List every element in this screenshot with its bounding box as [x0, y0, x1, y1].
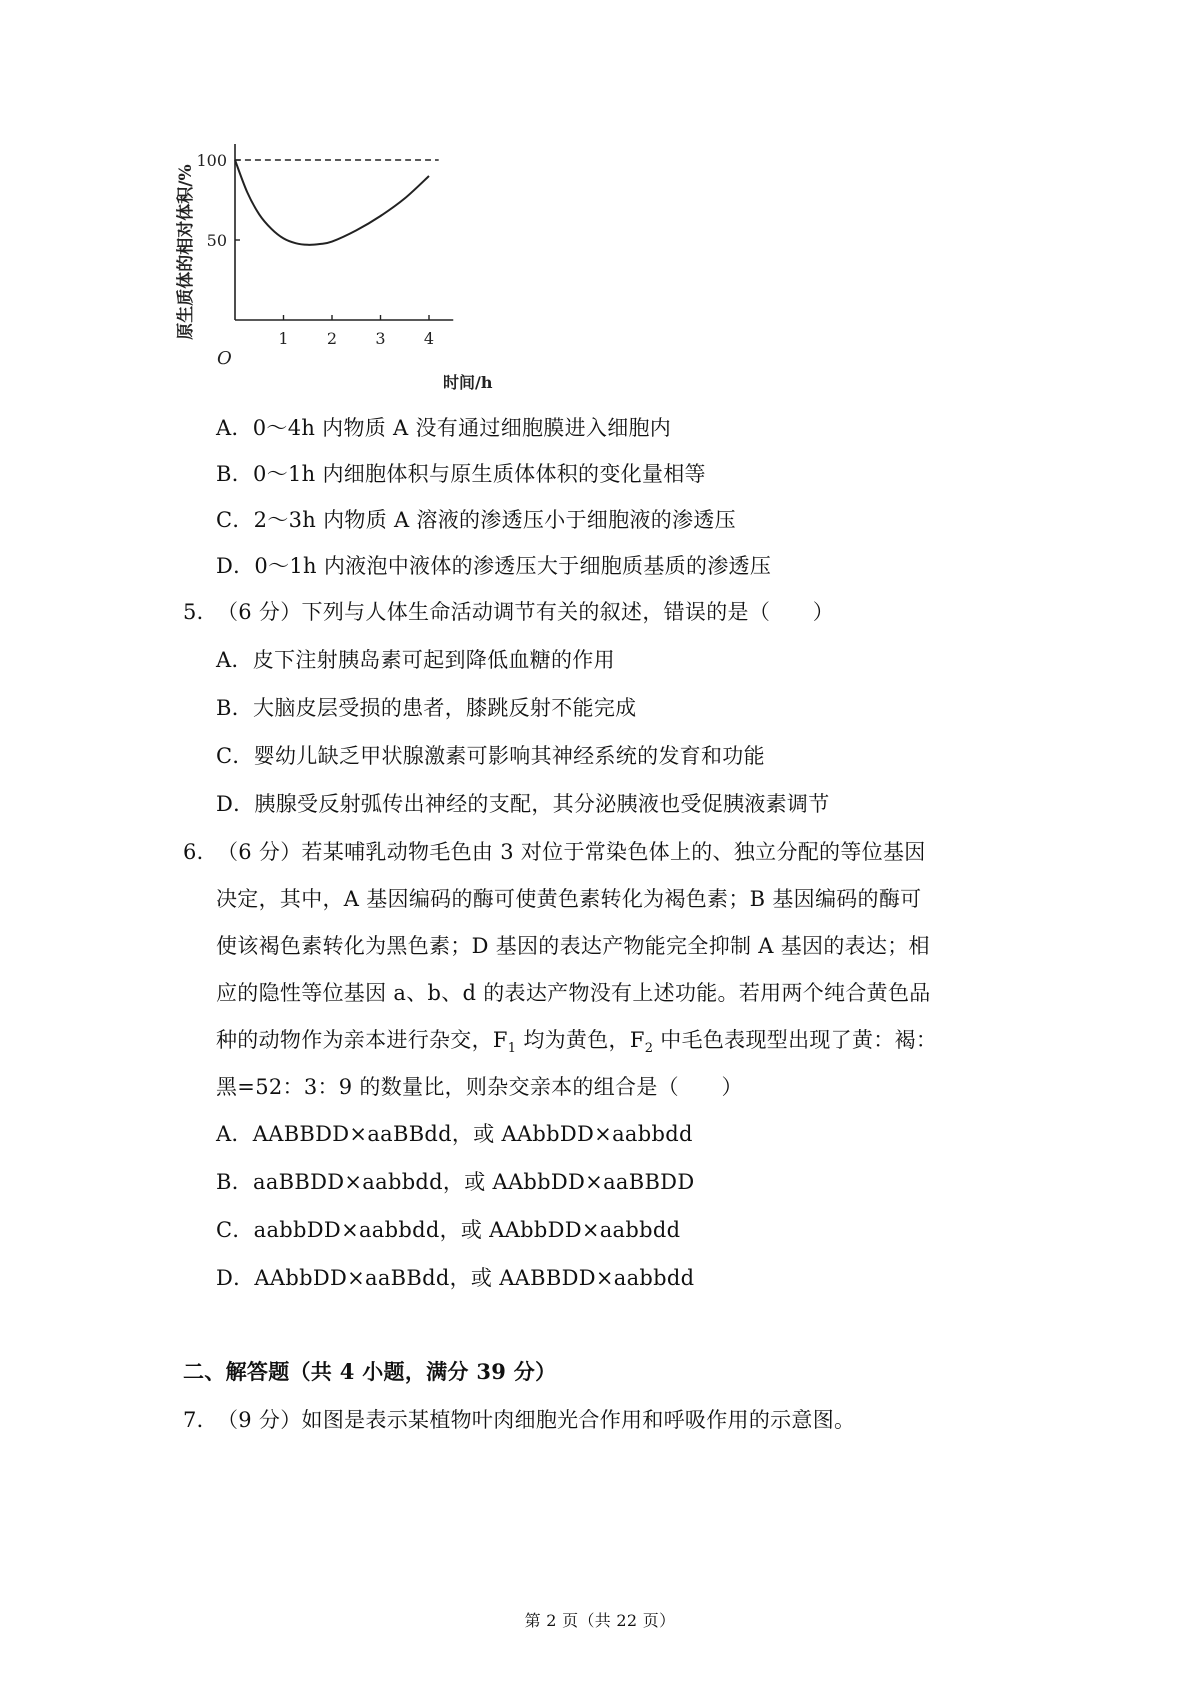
q4-option-b: B．0～1h 内细胞体积与原生质体体积的变化量相等	[216, 462, 706, 486]
x-tick-label: 4	[423, 329, 435, 348]
chart-series	[235, 160, 439, 245]
q5-option-d: D．胰腺受反射弧传出神经的支配，其分泌胰液也受促胰液素调节	[216, 792, 830, 816]
q5-option-a: A．皮下注射胰岛素可起到降低血糖的作用	[216, 648, 615, 672]
f1-subscript: 1	[507, 1041, 517, 1057]
origin-label: O	[217, 348, 232, 369]
q6-stem-5c: 中毛色表现型出现了黄：褐：	[653, 1028, 938, 1052]
q5-stem-line	[183, 596, 834, 626]
cell-volume-chart	[165, 120, 493, 400]
x-tick-label: 3	[375, 329, 386, 348]
q6-stem-6: 黑=52：3：9 的数量比，则杂交亲本的组合是（ ）	[216, 1075, 743, 1099]
q5-option-c: C．婴幼儿缺乏甲状腺激素可影响其神经系统的发育和功能	[216, 744, 765, 768]
q6-stem-2: 决定，其中，A 基因编码的酶可使黄色素转化为褐色素；B 基因编码的酶可	[216, 887, 922, 911]
volume-curve	[235, 160, 429, 245]
q6-option-c: C．aabbDD×aabbdd，或 AAbbDD×aabbdd	[216, 1218, 681, 1242]
q6-stem-3: 使该褐色素转化为黑色素；D 基因的表达产物能完全抑制 A 基因的表达；相	[216, 934, 930, 958]
q4-option-c: C．2～3h 内物质 A 溶液的渗透压小于细胞液的渗透压	[216, 508, 736, 532]
chart-ticks	[196, 151, 434, 348]
q7-stem: （9 分）如图是表示某植物叶肉细胞光合作用和呼吸作用的示意图。	[217, 1408, 856, 1432]
page-footer: 第 2 页（共 22 页）	[524, 1611, 676, 1630]
section-2-heading: 二、解答题（共 4 小题，满分 39 分）	[183, 1359, 557, 1384]
q5-stem: （6 分）下列与人体生命活动调节有关的叙述，错误的是（ ）	[217, 600, 835, 624]
q5-number: 5．	[183, 600, 218, 624]
q6-stem-4: 应的隐性等位基因 a、b、d 的表达产物没有上述功能。若用两个纯合黄色品	[216, 981, 931, 1005]
chart-axes	[235, 144, 453, 320]
x-tick-label: 2	[326, 329, 338, 348]
x-tick-label: 1	[278, 329, 289, 348]
q6-number: 6．	[183, 840, 218, 864]
q6-stem-line	[183, 836, 926, 866]
f2-subscript: 2	[644, 1041, 654, 1057]
q6-stem-1: （6 分）若某哺乳动物毛色由 3 对位于常染色体上的、独立分配的等位基因	[217, 840, 926, 864]
q7-stem-line	[183, 1404, 855, 1434]
q6-option-a: A．AABBDD×aaBBdd，或 AAbbDD×aabbdd	[216, 1122, 693, 1146]
y-tick-label: 50	[206, 231, 227, 250]
y-tick-label: 100	[196, 151, 227, 170]
q7-number: 7．	[183, 1408, 218, 1432]
q6-stem-5	[216, 1024, 937, 1056]
y-axis-label: 原生质体的相对体积/%	[176, 164, 196, 340]
q4-option-a: A．0～4h 内物质 A 没有通过细胞膜进入细胞内	[216, 416, 672, 440]
q6-option-b: B．aaBBDD×aabbdd，或 AAbbDD×aaBBDD	[216, 1170, 695, 1194]
q4-option-d: D．0～1h 内液泡中液体的渗透压大于细胞质基质的渗透压	[216, 554, 772, 578]
q6-stem-5a: 种的动物作为亲本进行杂交，F	[216, 1028, 508, 1052]
x-axis-label: 时间/h	[443, 373, 493, 392]
q6-stem-5b: 均为黄色，F	[516, 1028, 645, 1052]
q5-option-b: B．大脑皮层受损的患者，膝跳反射不能完成	[216, 696, 637, 720]
q6-option-d: D．AAbbDD×aaBBdd，或 AABBDD×aabbdd	[216, 1266, 695, 1290]
